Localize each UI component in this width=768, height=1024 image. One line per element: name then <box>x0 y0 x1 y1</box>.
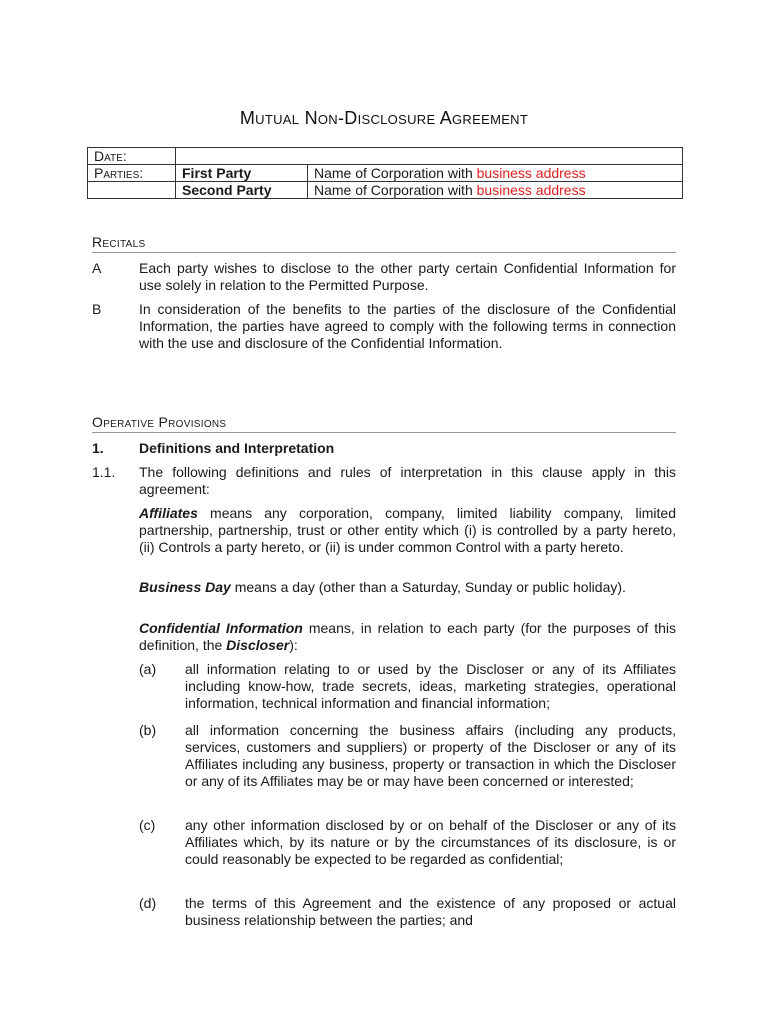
date-row <box>88 148 683 165</box>
recital-b-text: In consideration of the benefits to the parties of the disclosure of the Confidential Information, the parties have agreed to comply with the following terms in connection with the use and disclosure of the Confidential Information. <box>139 301 676 351</box>
subitem-d <box>139 895 676 929</box>
parties-label-blank <box>88 182 176 199</box>
date-value <box>176 148 683 165</box>
recitals-heading: Recitals <box>92 234 676 253</box>
clause-1-1-number: 1.1. <box>92 464 116 480</box>
first-party-name-prefix: Name of Corporation with <box>314 165 477 181</box>
ci-definition-prefix: means, in relation to each party (for the purposes of this definition, the <box>139 620 677 653</box>
definition-confidential-information <box>139 620 676 654</box>
term-confidential-information: Confidential Information <box>139 620 303 636</box>
subitem-a <box>139 661 676 712</box>
business-day-definition: means a day (other than a Saturday, Sunday or public holiday). <box>230 579 626 595</box>
first-party-row <box>88 165 683 182</box>
affiliates-definition: means any corporation, company, limited liability company, limited partnership, partnership, trust or other entity which (i) is controlled by a party hereto, (ii) Controls a party hereto, or (ii) is under common Control with a party hereto. <box>139 505 676 555</box>
subitem-a-text: all information relating to or used by the Discloser or any of its Affiliates including know-how, trade secrets, ideas, marketing strategies, operational information, technical information and financial information; <box>185 661 676 711</box>
subitem-b-text: all information concerning the business affairs (including any products, services, customers and suppliers) or property of the Discloser or any of its Affiliates including any business, property or transaction in which the Discloser or any of its Affiliates may be or may have been concerned or interested; <box>185 722 676 789</box>
parties-label: Parties: <box>88 165 176 182</box>
clause-1-1 <box>92 464 676 498</box>
subitem-d-mark: (d) <box>139 895 157 911</box>
recital-a-mark: A <box>92 260 102 276</box>
second-party-row <box>88 182 683 199</box>
ci-definition-suffix: ): <box>289 637 298 653</box>
subitem-c <box>139 817 676 868</box>
recital-b <box>92 301 676 352</box>
clause-1-number: 1. <box>92 440 104 456</box>
operative-heading: Operative Provisions <box>92 414 676 433</box>
second-party-label: Second Party <box>176 182 308 199</box>
date-label: Date: <box>88 148 176 165</box>
clause-1-1-text: The following definitions and rules of interpretation in this clause apply in this agreement: <box>139 464 676 497</box>
recital-a <box>92 260 676 294</box>
document-title: Mutual Non-Disclosure Agreement <box>239 108 529 128</box>
first-party-address-placeholder: business address <box>476 165 586 181</box>
clause-1-heading <box>92 440 676 457</box>
clause-1-title: Definitions and Interpretation <box>139 440 335 456</box>
second-party-name-prefix: Name of Corporation with <box>314 182 477 198</box>
second-party-name <box>308 182 683 199</box>
term-affiliates: Affiliates <box>139 505 198 521</box>
definition-affiliates <box>139 505 676 556</box>
definition-business-day <box>139 579 676 596</box>
first-party-name <box>308 165 683 182</box>
subitem-c-text: any other information disclosed by or on behalf of the Discloser or any of its Affiliates which, by its nature or by the circumstances of its disclosure, is or could reasonably be expected to be regarded as confidential; <box>185 817 676 867</box>
subitem-b-mark: (b) <box>139 722 157 738</box>
subitem-d-text: the terms of this Agreement and the existence of any proposed or actual business relationship between the parties; and <box>185 895 676 928</box>
recital-b-mark: B <box>92 301 102 317</box>
first-party-label: First Party <box>176 165 308 182</box>
subitem-c-mark: (c) <box>139 817 156 833</box>
subitem-b <box>139 722 676 790</box>
second-party-address-placeholder: business address <box>476 182 586 198</box>
subitem-a-mark: (a) <box>139 661 157 677</box>
parties-table <box>87 147 683 199</box>
term-discloser: Discloser <box>226 637 290 653</box>
term-business-day: Business Day <box>139 579 231 595</box>
recital-a-text: Each party wishes to disclose to the other party certain Confidential Information for use solely in relation to the Permitted Purpose. <box>139 260 676 293</box>
